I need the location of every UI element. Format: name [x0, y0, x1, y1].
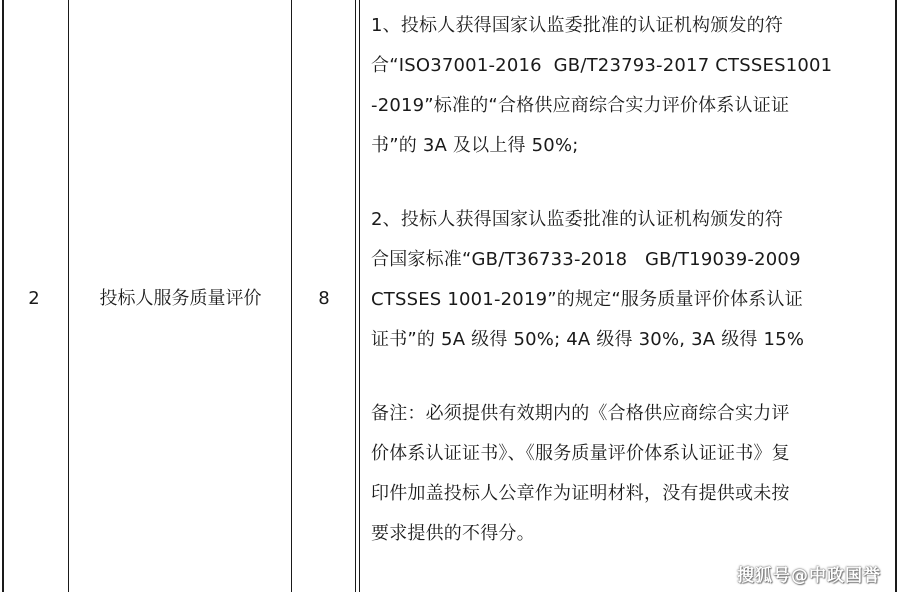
evaluation-item-cell: 投标人服务质量评价	[99, 288, 262, 309]
criteria-line: -2019”标准的“合格供应商综合实力评价体系认证证	[371, 95, 790, 116]
source-watermark: 搜狐号@中政国誉	[737, 566, 881, 586]
criteria-line: 合“ISO37001-2016 GB/T23793-2017 CTSSES1001	[371, 55, 833, 76]
column-divider-1	[68, 0, 69, 592]
remark-line: 价体系认证证书》、《服务质量评价体系认证证书》复	[371, 443, 790, 464]
criteria-line: 1、投标人获得国家认监委批准的认证机构颁发的符	[371, 15, 784, 36]
row-index-cell: 2	[28, 288, 40, 309]
criteria-line: CTSSES 1001-2019”的规定“服务质量评价体系认证	[371, 289, 803, 310]
criteria-line: 合国家标准“GB/T36733-2018 GB/T19039-2009	[371, 249, 801, 270]
criteria-line: 2、投标人获得国家认监委批准的认证机构颁发的符	[371, 209, 784, 230]
column-divider-2	[291, 0, 292, 592]
criteria-line: 证书”的 5A 级得 50%; 4A 级得 30%, 3A 级得 15%	[371, 329, 805, 350]
remark-line: 印件加盖投标人公章作为证明材料，没有提供或未按	[371, 483, 790, 504]
remark-line: 要求提供的不得分。	[371, 523, 535, 544]
remark-line: 备注：必须提供有效期内的《合格供应商综合实力评	[371, 403, 790, 424]
column-divider-3	[355, 0, 356, 592]
column-divider-3-double	[359, 0, 360, 592]
score-cell: 8	[318, 288, 330, 309]
criteria-line: 书”的 3A 及以上得 50%;	[371, 135, 579, 156]
